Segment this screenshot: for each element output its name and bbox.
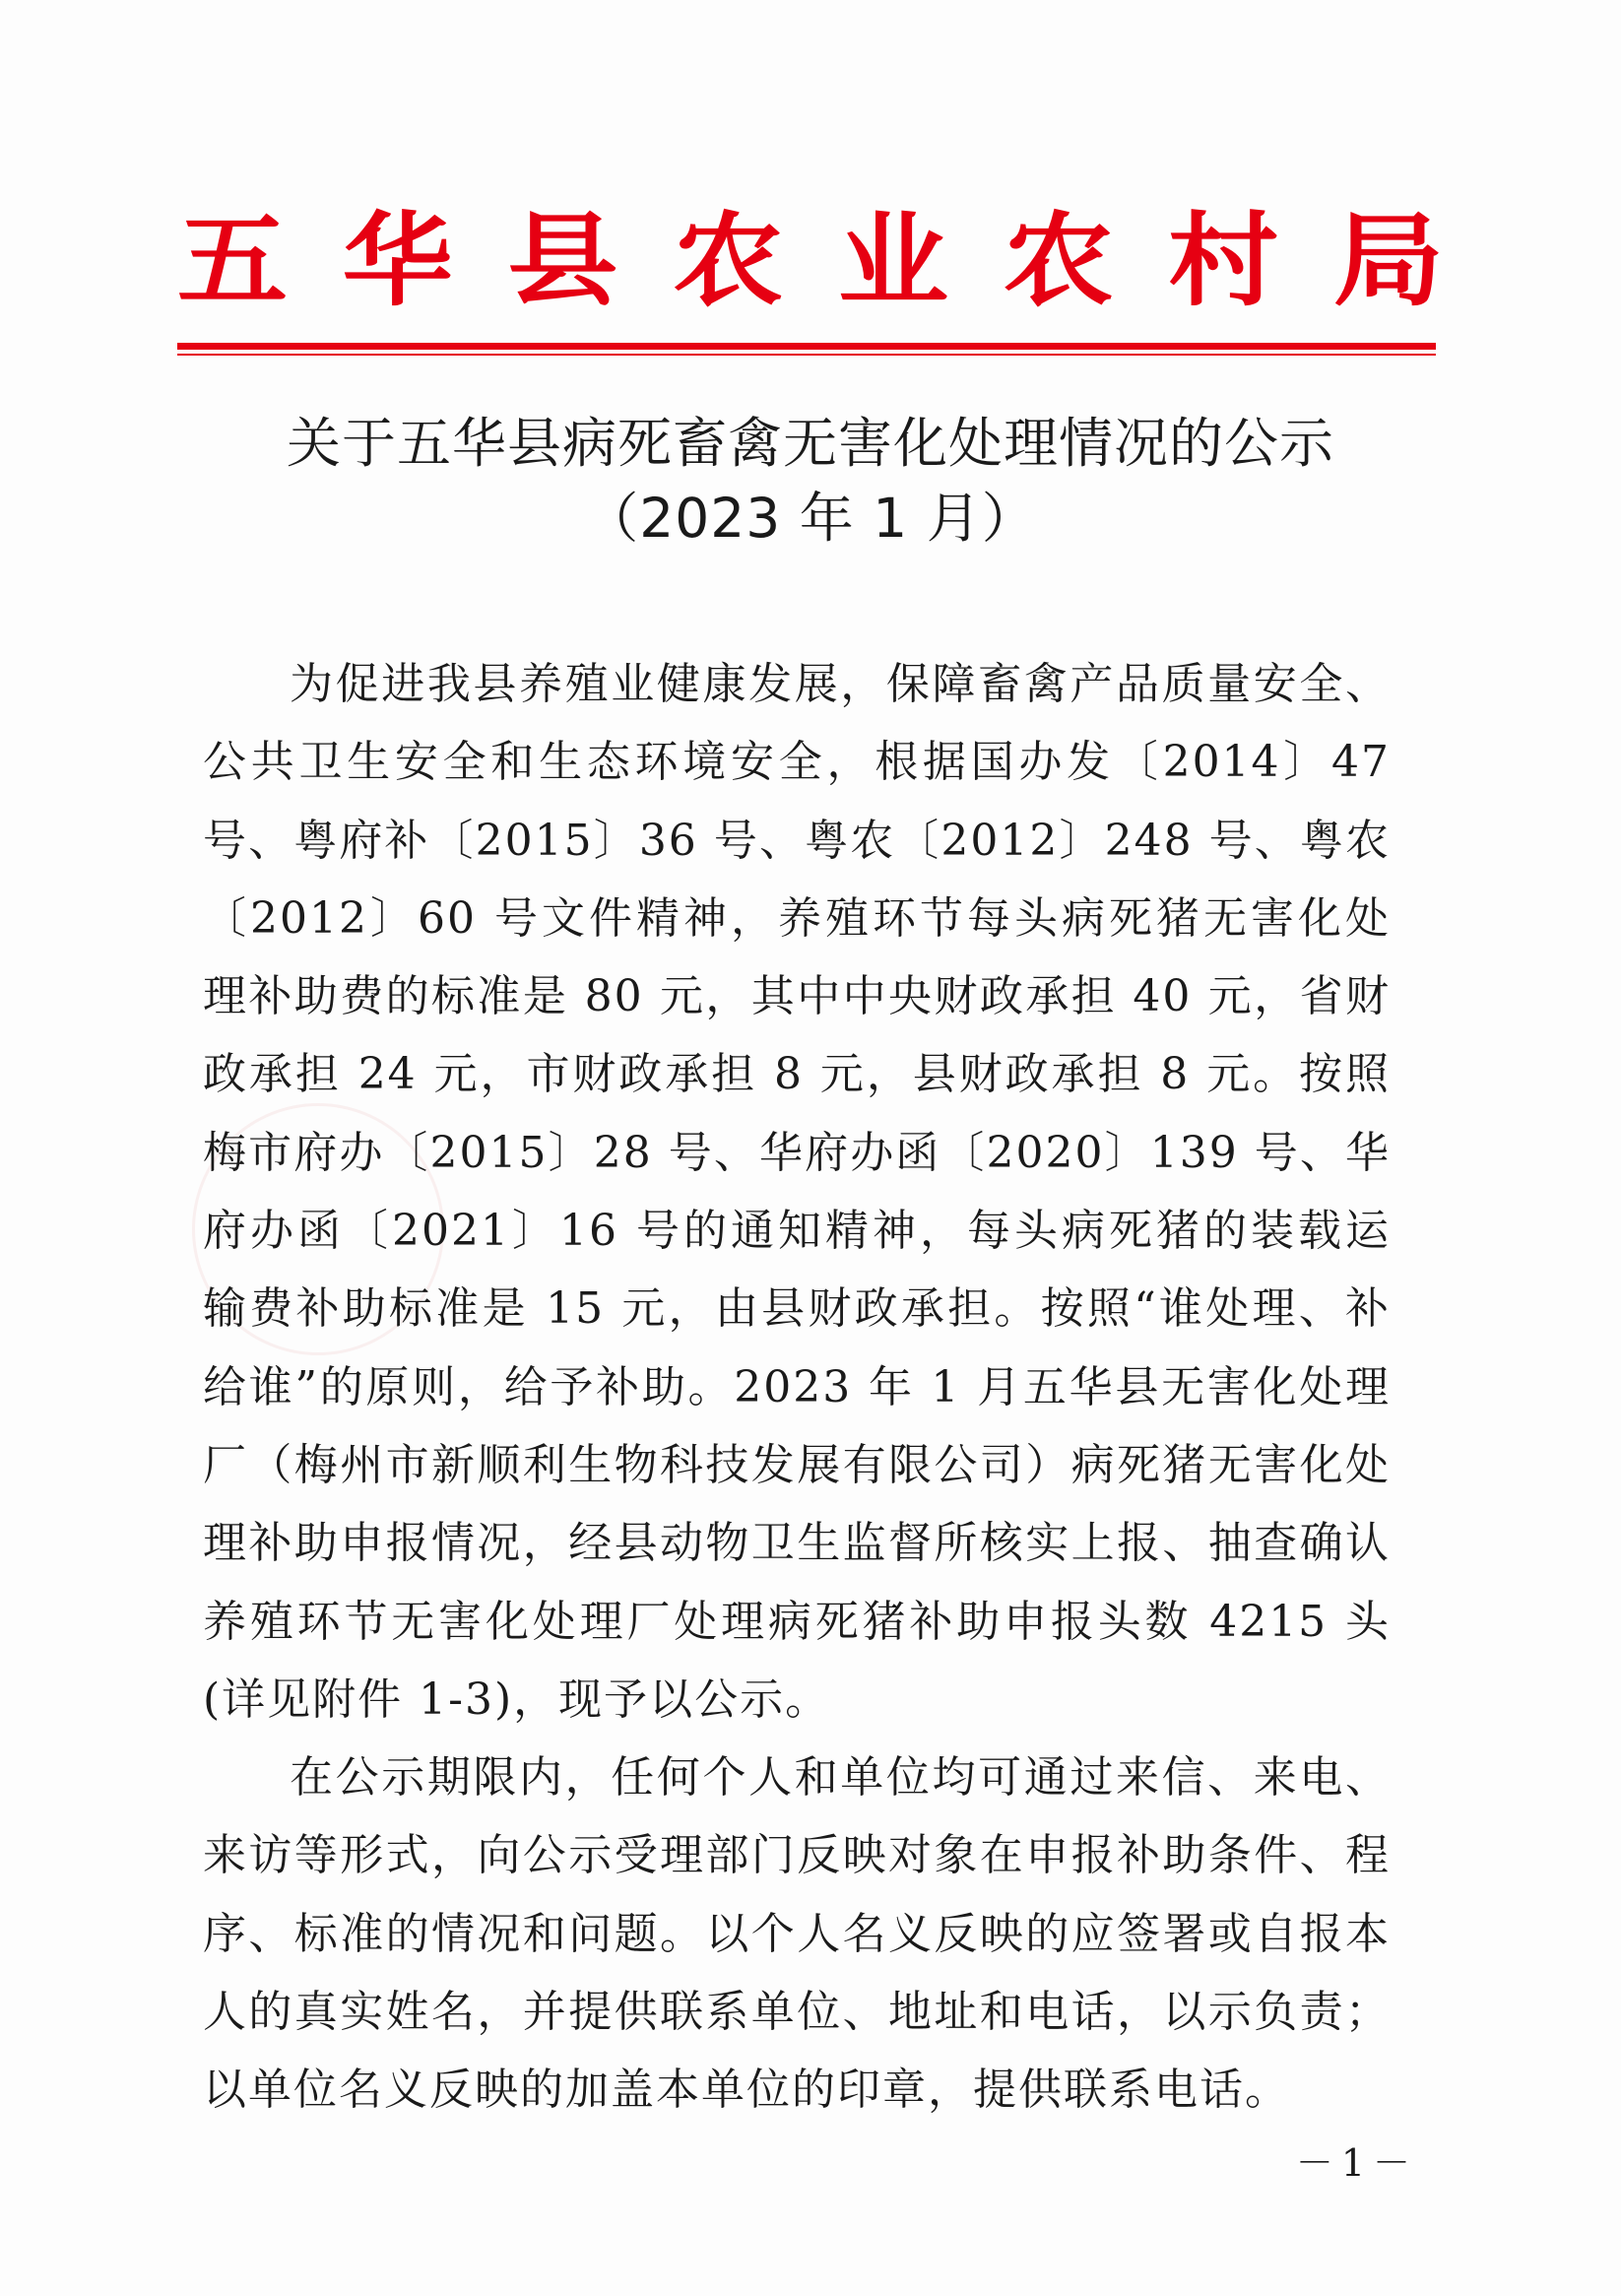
page-number: －1－ (1295, 2141, 1418, 2185)
document-title (148, 406, 1473, 556)
title-line-1: 关于五华县病死畜禽无害化处理情况的公示 (286, 412, 1334, 475)
letterhead-divider-thick (177, 343, 1436, 350)
letterhead-char: 农 (1003, 202, 1114, 320)
letterhead-char: 五 (177, 202, 288, 320)
letterhead-divider-thin (177, 354, 1436, 356)
letterhead-char: 村 (1168, 202, 1279, 320)
body-paragraph: 为促进我县养殖业健康发展，保障畜禽产品质量安全、公共卫生安全和生态环境安全，根据国办发〔2014〕47 号、粤府补〔2015〕36 号、粤农〔2012〕248 号、粤农〔2012〕60 号文件精神，养殖环节每头病死猪无害化处理补助费的标准是 80 元，其中中央财政承担 40 元，省财政承担 24 元，市财政承担 8 元，县财政承担 8 元。按照梅市府办〔2015〕28 号、华府办函〔2020〕139 号、华府办函〔2021〕16 号的通知精神，每头病死猪的装载运输费补助标准是 15 元，由县财政承担。按照“谁处理、补给谁”的原则，给予补助。2023 年 1 月五华县无害化处理厂（梅州市新顺利生物科技发展有限公司）病死猪无害化处理补助申报情况，经县动物卫生监督所核实上报、抽查确认养殖环节无害化处理厂处理病死猪补助申报头数 4215 头(详见附件 1-3)，现予以公示。 (203, 659, 1391, 1725)
letterhead-title (177, 192, 1444, 330)
letterhead-char: 县 (507, 202, 618, 320)
letterhead-char: 农 (673, 202, 784, 320)
document-body (203, 645, 1391, 2130)
body-paragraph: 在公示期限内，任何个人和单位均可通过来信、来电、来访等形式，向公示受理部门反映对象在申报补助条件、程序、标准的情况和问题。以个人名义反映的应签署或自报本人的真实姓名，并提供联系单位、地址和电话，以示负责；以单位名义反映的加盖本单位的印章，提供联系电话。 (203, 1752, 1391, 2116)
letterhead-char: 华 (342, 202, 453, 320)
title-line-2: （2023 年 1 月） (584, 487, 1037, 550)
letterhead-char: 局 (1332, 202, 1444, 320)
letterhead-char: 业 (837, 202, 948, 320)
